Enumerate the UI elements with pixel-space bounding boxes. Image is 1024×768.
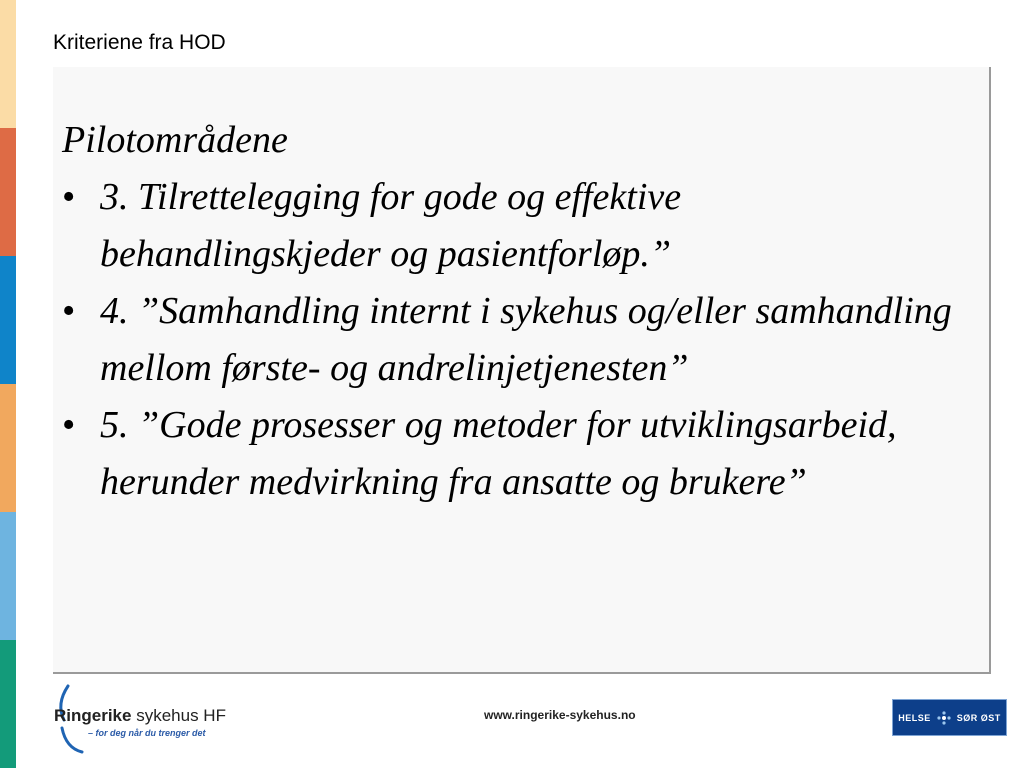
accent-stripe-1 xyxy=(0,0,16,128)
logo-brand: Ringerike xyxy=(54,706,132,725)
partner-left-text: HELSE xyxy=(898,712,931,723)
accent-stripe-5 xyxy=(0,512,16,640)
ringerike-logo xyxy=(52,682,252,756)
bullet-glyph: • xyxy=(62,176,76,218)
bullet-text: 3. Tilrettelegging for gode og effektive behandlingskjeder og pasientforløp.” xyxy=(100,176,682,275)
helse-sor-ost-logo-icon xyxy=(936,710,952,726)
partner-right-text: SØR ØST xyxy=(956,712,1001,723)
bullet-item xyxy=(62,283,967,397)
logo-name xyxy=(54,706,226,726)
bullet-item xyxy=(62,169,967,283)
accent-stripe-4 xyxy=(0,384,16,512)
slide-intro: Pilotområdene xyxy=(62,119,288,161)
accent-stripe-3 xyxy=(0,256,16,384)
bullet-item xyxy=(62,397,967,511)
accent-stripe-2 xyxy=(0,128,16,256)
bullet-list xyxy=(62,169,967,511)
slide-body xyxy=(62,112,967,511)
accent-stripe-6 xyxy=(0,640,16,768)
bullet-text: 5. ”Gode prosesser og metoder for utviklingsarbeid, herunder medvirkning fra ansatte og brukere” xyxy=(100,404,897,503)
logo-tagline: – for deg når du trenger det xyxy=(88,728,206,738)
slide-header-title: Kriteriene fra HOD xyxy=(53,31,226,54)
footer-url: www.ringerike-sykehus.no xyxy=(484,708,636,722)
bullet-text: 4. ”Samhandling internt i sykehus og/eller samhandling mellom første- og andrelinjetjenesten” xyxy=(100,290,952,389)
logo-rest: sykehus HF xyxy=(131,706,226,725)
helse-sor-ost-logo xyxy=(892,699,1007,736)
bullet-glyph: • xyxy=(62,404,76,446)
bullet-glyph: • xyxy=(62,290,76,332)
